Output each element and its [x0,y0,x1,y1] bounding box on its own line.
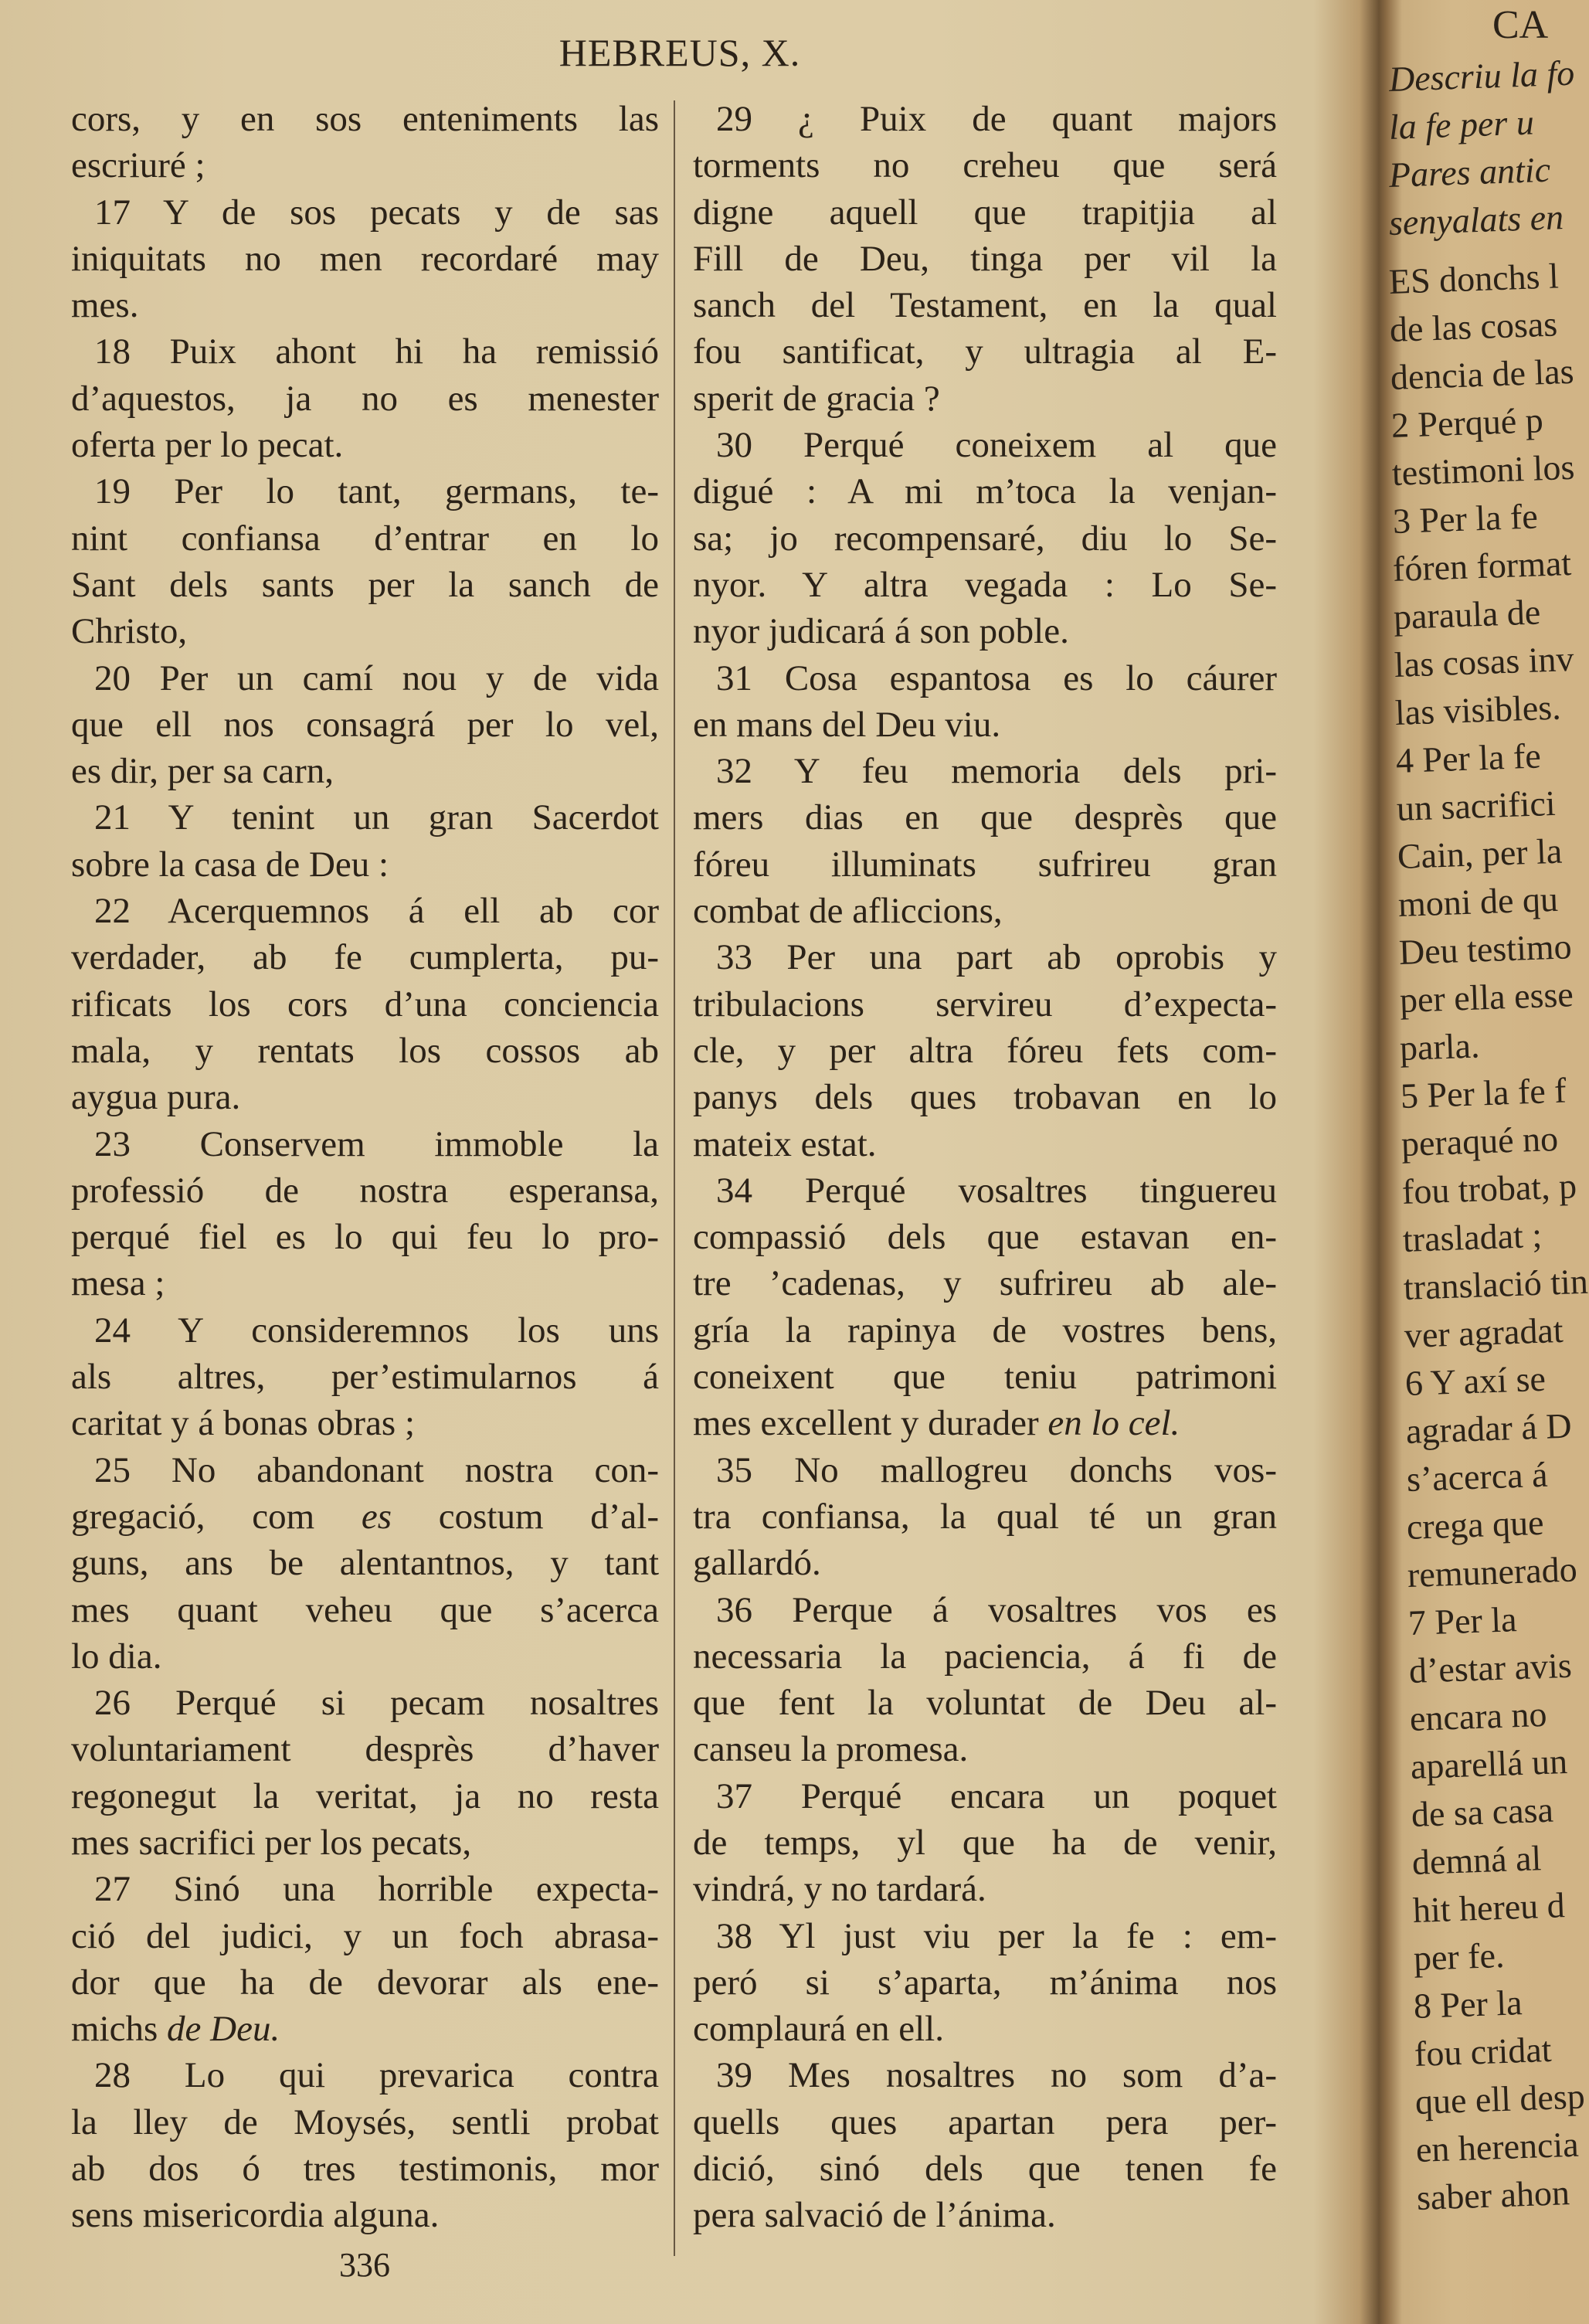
text-line: 35 No mallogreu donchs vos- [716,1449,1277,1490]
text-line: mes quant veheu que s’acerca [71,1589,659,1630]
facing-page-line: demná al [1411,1838,1542,1882]
text-line: guns, ans be alentantnos, y tant [71,1543,659,1584]
facing-page-line: remunerado [1407,1549,1578,1595]
text-line: Fill de Deu, tinga per vil la [693,238,1277,279]
text-line: 29 ¿ Puix de quant majors [716,99,1277,139]
text-line: en mans del Deu viu. [693,704,1001,745]
text-line: 27 Sinó una horrible expecta- [94,1869,659,1910]
facing-page-line: 2 Perqué p [1390,400,1544,445]
facing-page-line: s’acerca á [1405,1454,1548,1499]
text-line: 24 Y consideremnos los uns [94,1310,659,1351]
text-line: nyor judicará á son poble. [693,611,1069,652]
left-column [71,96,659,2239]
text-line: sens misericordia alguna. [71,2195,440,2236]
text-line: caritat y á bonas obras ; [71,1403,416,1444]
text-line: dició, sinó dels que tenen fe [693,2149,1277,2190]
text-line: es dir, per sa carn, [71,751,334,792]
text-line: tra confiansa, la qual té un gran [693,1496,1277,1537]
text-line: mateix estat. [693,1123,877,1164]
text-line: nint confiansa d’entrar en lo [71,518,659,559]
text-line: peró si s’aparta, m’ánima nos [693,1962,1277,2003]
facing-page-line: trasladat ; [1402,1215,1543,1259]
facing-page-line: fou trobat, p [1401,1166,1577,1211]
chapter-summary-line: Descriu la fo [1388,53,1575,99]
facing-page-line: encara no [1409,1694,1548,1738]
text-line: regonegut la veritat, ja no resta [71,1775,659,1816]
text-line: canseu la promesa. [693,1729,969,1770]
text-line: la lley de Moysés, sentli probat [71,2101,659,2142]
text-line: 38 Yl just viu per la fe : em- [716,1915,1277,1956]
text-line: compassió dels que estavan en- [693,1217,1277,1258]
text-line: verdader, ab fe cumplerta, pu- [71,937,659,978]
text-line: 26 Perqué si pecam nosaltres [94,1683,659,1724]
text-line: ab dos ó tres testimonis, mor [71,2149,659,2190]
text-line [71,1493,659,1540]
text-segment: mes excellent y durader [693,1403,1048,1444]
text-line: perqué fiel es lo qui feu lo pro- [71,1217,659,1258]
text-line: 37 Perqué encara un poquet [716,1775,1277,1816]
facing-page-line: aparellá un [1409,1741,1568,1786]
text-line: 30 Perqué coneixem al que [716,425,1277,466]
text-line: 34 Perqué vosaltres tinguereu [716,1170,1277,1211]
text-line: Sant dels sants per la sanch de [71,564,659,605]
facing-page-line: de sa casa [1410,1789,1554,1834]
text-line: digne aquell que trapitjia al [693,192,1277,233]
facing-page-line: Cain, per la [1396,831,1563,876]
facing-page-line: las cosas inv [1394,638,1575,685]
text-line: lo dia. [71,1636,162,1677]
italic-text: de Deu. [167,2009,280,2050]
facing-page-line: ES donchs l [1388,256,1560,301]
column-divider [674,100,675,2256]
facing-page-line: fou cridat [1414,2029,1553,2074]
text-line: als altres, per’estimularnos á [71,1357,659,1398]
facing-page-line: agradar á D [1404,1405,1572,1451]
text-line: aygua pura. [71,1077,241,1118]
text-line: mala, y rentats los cossos ab [71,1030,659,1071]
facing-page-line: peraqué no [1401,1118,1560,1164]
text-line: quells ques apartan pera per- [693,2101,1277,2142]
text-line: professió de nostra esperansa, [71,1170,659,1211]
text-line: que ell nos consagrá per lo vel, [71,704,659,745]
facing-page-line: las visibles. [1394,687,1562,732]
text-line: 31 Cosa espantosa es lo cáurer [716,657,1277,698]
text-line: fóreu illuminats sufrireu gran [693,844,1277,885]
text-line: complaurá en ell. [693,2009,944,2050]
italic-text: es [361,1496,392,1537]
text-line: combat de afliccions, [693,891,1003,932]
text-line: 22 Acerquemnos á ell ab cor [94,891,659,932]
text-line: 28 Lo qui prevarica contra [94,2055,659,2096]
facing-page-line: parla. [1399,1025,1481,1068]
text-line: rificats los cors d’una conciencia [71,984,659,1024]
facing-page-line: en herencia [1415,2124,1580,2169]
text-line: vindrá, y no tardará. [693,1869,986,1910]
text-line: gallardó. [693,1543,821,1584]
text-line: panys dels ques trobavan en lo [693,1077,1277,1118]
chapter-summary-line: Pares antic [1388,149,1551,195]
text-line: 20 Per un camí nou y de vida [94,657,659,698]
facing-page-line: testimoni los [1390,447,1575,493]
text-line: 39 Mes nosaltres no som d’a- [716,2055,1277,2096]
text-line: 33 Per una part ab oprobis y [716,937,1277,978]
text-line: sanch del Testament, en la qual [693,285,1277,326]
facing-page-line: hit hereu d [1411,1885,1566,1930]
facing-page-line: de las cosas [1388,304,1558,349]
facing-page [1383,0,1589,2324]
text-segment: costum d’al- [392,1496,659,1537]
text-line: torments no creheu que será [693,145,1277,186]
text-line: 19 Per lo tant, germans, te- [94,471,659,512]
text-line: digué : A mi m’toca la venjan- [693,471,1277,512]
text-line: tribulacions servireu d’expecta- [693,984,1277,1024]
text-line: d’aquestos, ja no es menester [71,378,659,419]
facing-page-line: un sacrifici [1395,783,1557,828]
italic-text: en lo cel. [1047,1403,1180,1444]
text-line: fou santificat, y ultragia al E- [693,331,1277,372]
facing-page-line: crega que [1406,1502,1545,1547]
text-line: 21 Y tenint un gran Sacerdot [94,797,659,838]
text-line: necessaria la paciencia, á fi de [693,1636,1277,1677]
facing-page-line: Deu testimo [1397,926,1572,972]
text-line: coneixent que teniu patrimoni [693,1357,1277,1398]
text-line: sa; jo recompensaré, diu lo Se- [693,518,1277,559]
text-line: mers dias en que desprès que [693,797,1277,838]
facing-page-header: CA [1492,3,1549,47]
text-segment: michs [71,2009,168,2050]
text-line: gría la rapinya de vostres bens, [693,1310,1277,1351]
text-line: dor que ha de devorar als ene- [71,1962,659,2003]
text-line: 36 Perque á vosaltres vos es [716,1589,1277,1630]
text-line: 23 Conservem immoble la [94,1123,659,1164]
chapter-summary-line: la fe per u [1388,102,1535,147]
facing-page-line: que ell desp [1414,2076,1586,2122]
facing-page-line: moni de qu [1397,878,1559,924]
text-line: 18 Puix ahont hi ha remissió [94,331,659,372]
text-line: Christo, [71,611,188,652]
text-line: 25 No abandonant nostra con- [94,1449,659,1490]
running-header: HEBREUS, X. [559,31,801,74]
text-line: oferta per lo pecat. [71,425,344,466]
facing-page-line: paraula de [1393,592,1542,637]
text-line: mesa ; [71,1263,165,1304]
text-line: escriuré ; [71,145,205,186]
text-line: cle, y per altra fóreu fets com- [693,1030,1277,1071]
facing-page-line: 7 Per la [1407,1599,1518,1643]
text-line: de temps, yl que ha de venir, [693,1822,1277,1863]
page-number: 336 [339,2246,390,2284]
text-segment: gregació, com [71,1496,362,1537]
text-line: 17 Y de sos pecats y de sas [94,192,659,233]
facing-page-line: fóren format [1392,542,1573,589]
text-line: nyor. Y altra vegada : Lo Se- [693,564,1277,605]
facing-page-line: dencia de las [1389,351,1575,397]
facing-page-line: 6 Y axí se [1404,1358,1547,1403]
facing-page-line: 5 Per la fe f [1400,1070,1567,1116]
text-line: cors, y en sos enteniments las [71,99,659,139]
text-line: pera salvació de l’ánima. [693,2195,1056,2236]
text-line: tre ’cadenas, y sufrireu ab ale- [693,1263,1277,1304]
text-line: 32 Y feu memoria dels pri- [716,751,1277,792]
text-line: ció del judici, y un foch abrasa- [71,1915,659,1956]
text-line: sperit de gracia ? [693,378,940,419]
chapter-summary-line: senyalats en [1388,197,1564,243]
facing-page-line: 4 Per la fe [1395,736,1542,780]
facing-page-line: per ella esse [1398,974,1574,1020]
text-line [71,2006,659,2052]
text-line: mes sacrifici per los pecats, [71,1822,472,1863]
text-line: iniquitats no men recordaré may [71,238,659,279]
facing-page-line: ver agradat [1403,1310,1564,1355]
middle-column [693,96,1277,2239]
text-line: sobre la casa de Deu : [71,844,389,885]
facing-page-line: d’estar avis [1408,1645,1573,1690]
facing-page-line: translació tin [1402,1261,1589,1307]
text-line: que fent la voluntat de Deu al- [693,1683,1277,1724]
facing-page-line: 3 Per la fe [1391,496,1539,541]
facing-page-line: 8 Per la [1413,1983,1523,2026]
text-line: mes. [71,285,139,326]
facing-page-line: per fe. [1412,1935,1505,1978]
text-line: voluntariament desprès d’haver [71,1729,659,1770]
facing-page-line: saber ahon [1416,2173,1570,2217]
text-line [693,1400,1277,1446]
